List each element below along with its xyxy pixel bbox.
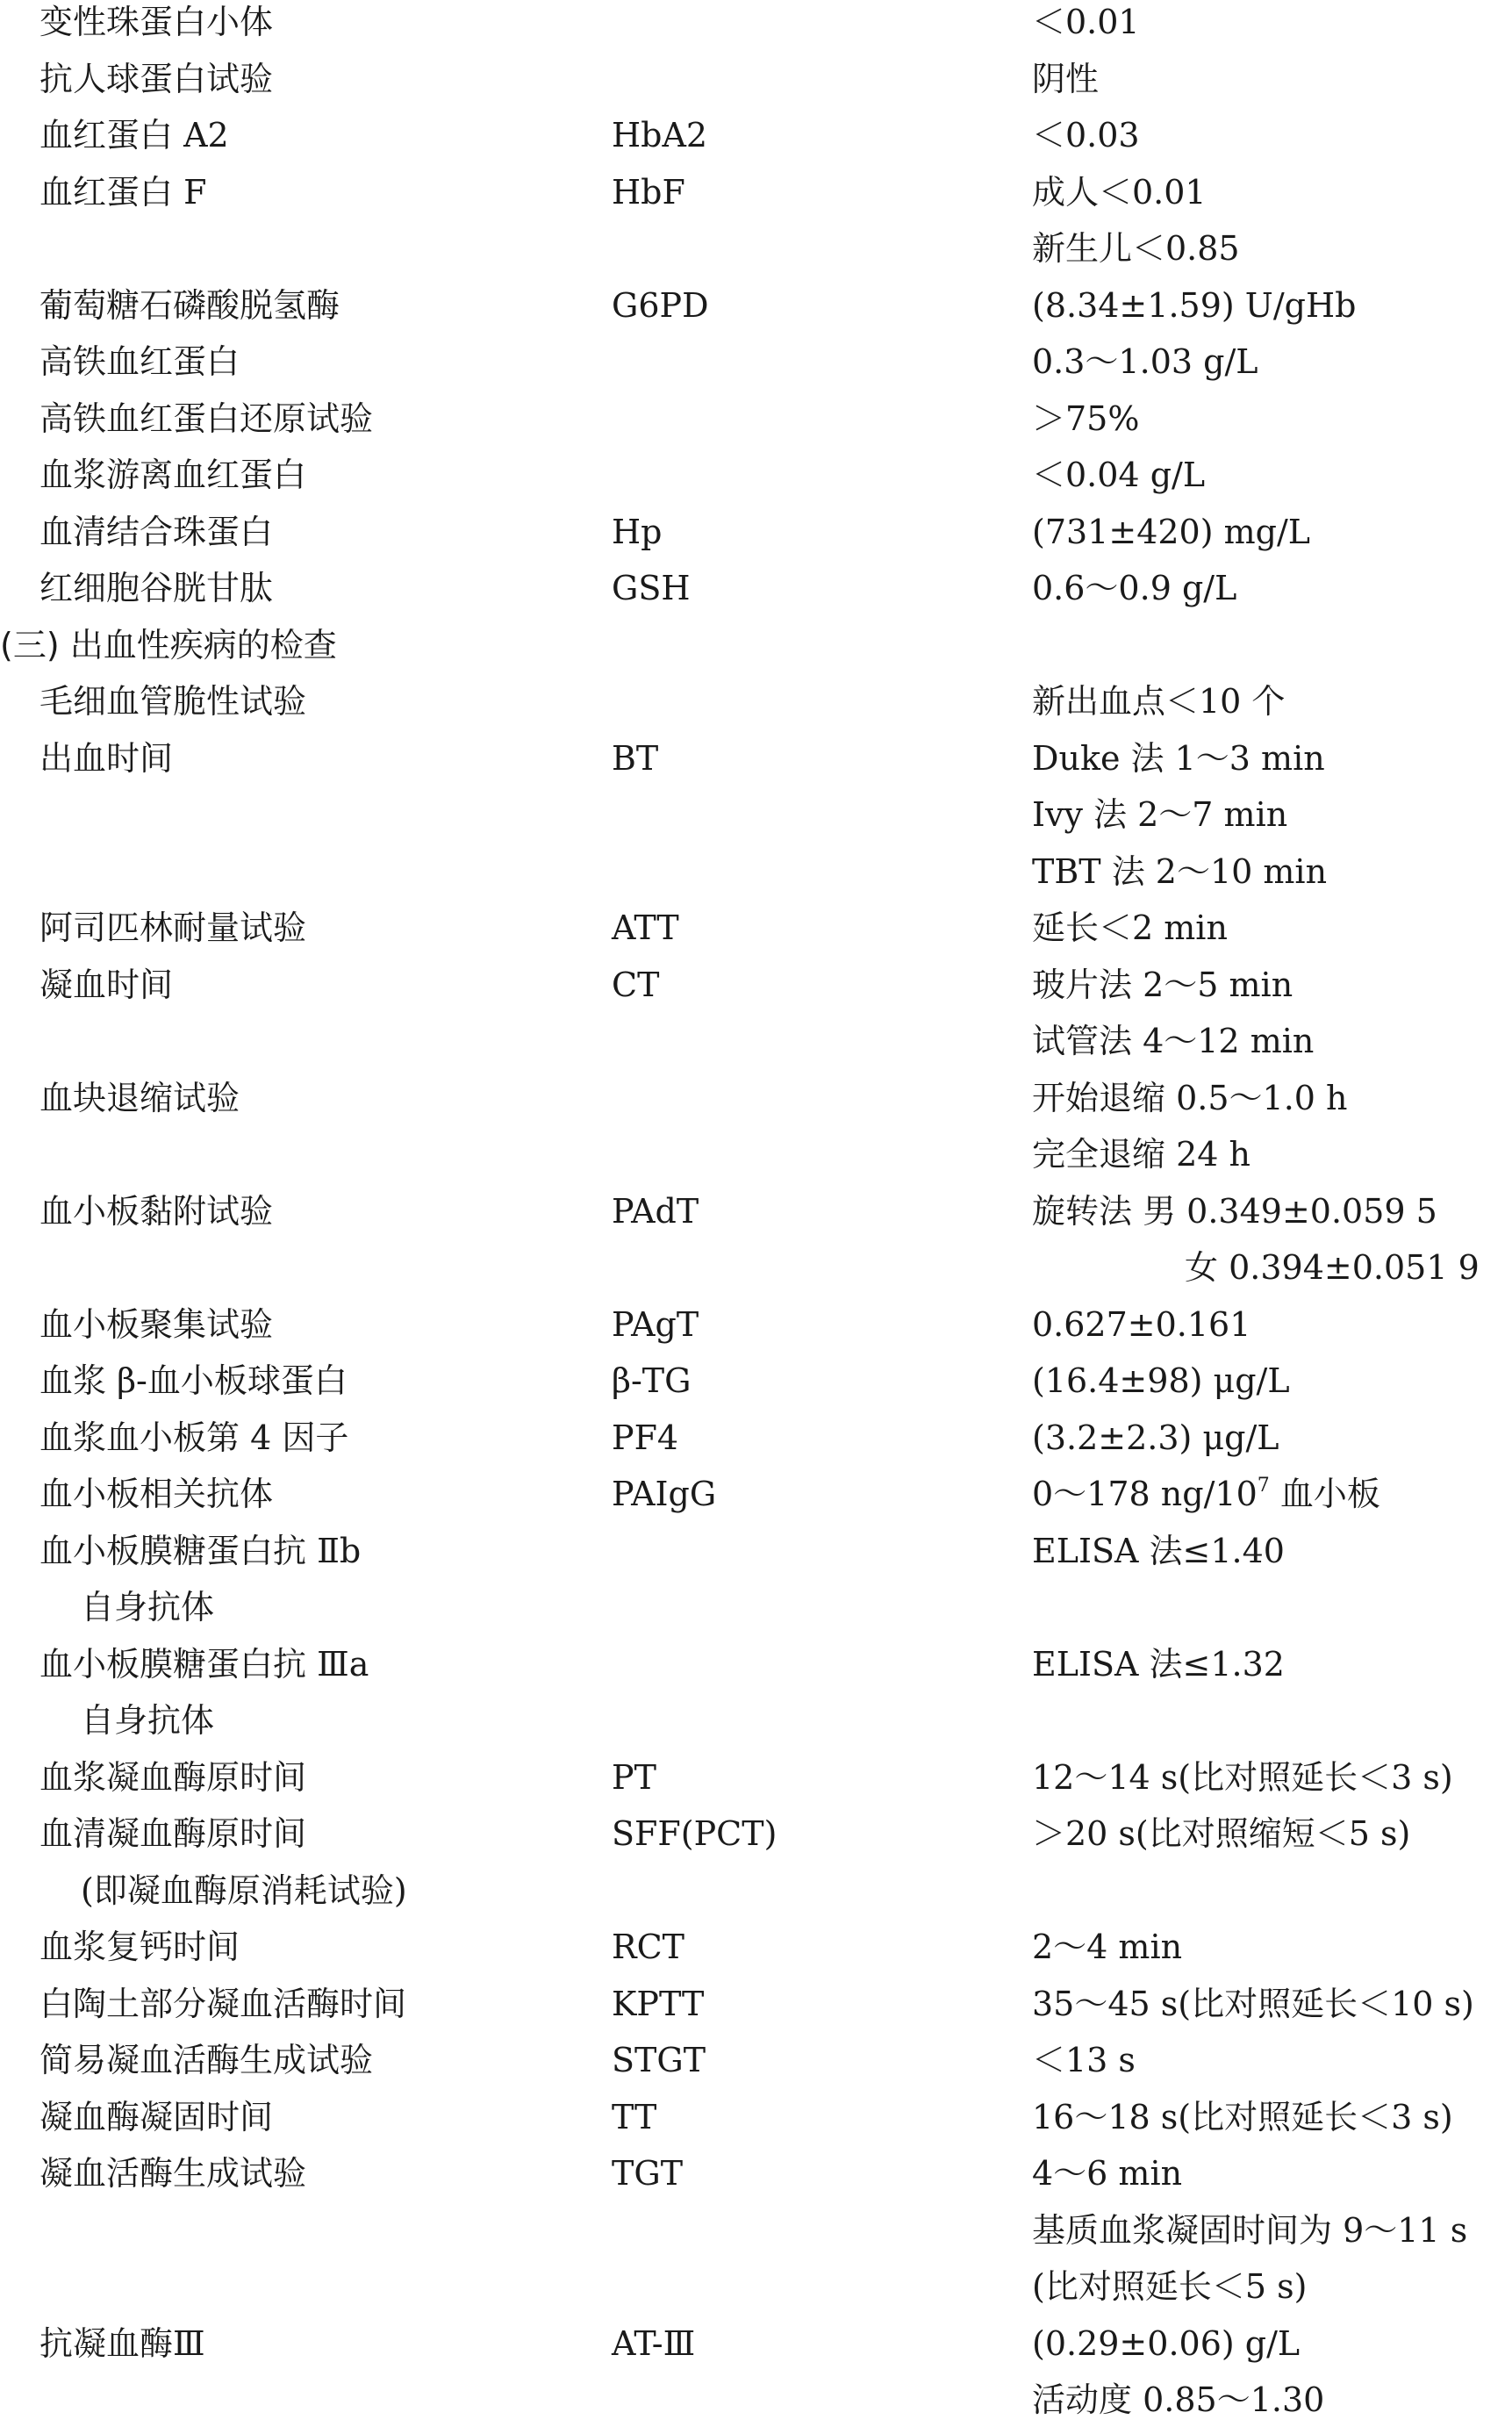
reference-value: ＜0.03 [1032, 116, 1140, 154]
test-name: 血小板膜糖蛋白抗 Ⅲa [39, 1644, 369, 1684]
table-row [0, 963, 1512, 1019]
test-abbreviation: PAgT [612, 1304, 699, 1344]
table-row [0, 736, 1512, 793]
reference-value: Ivy 法 2～7 min [1032, 795, 1288, 834]
reference-value: 玻片法 2～5 min [1032, 965, 1293, 1004]
test-abbreviation: β-TG [612, 1361, 692, 1400]
table-row [0, 2265, 1512, 2321]
reference-value: 成人＜0.01 [1032, 172, 1207, 212]
reference-value: (0.29±0.06) g/L [1032, 2323, 1301, 2363]
test-name: 血小板聚集试验 [39, 1304, 274, 1344]
reference-value: 基质血浆凝固时间为 9～11 s [1032, 2210, 1468, 2250]
table-row [0, 1303, 1512, 1359]
test-abbreviation: CT [612, 965, 660, 1004]
reference-value: (731±420) mg/L [1032, 512, 1311, 551]
table-row [0, 1189, 1512, 1246]
table-row [0, 2151, 1512, 2208]
table-row [0, 2038, 1512, 2094]
test-name: 白陶土部分凝血活酶时间 [39, 1984, 407, 2023]
test-abbreviation: RCT [612, 1928, 685, 1966]
table-row [0, 1869, 1512, 1925]
test-name: 血浆凝血酶原时间 [39, 1757, 307, 1797]
reference-value: 完全退缩 24 h [1032, 1135, 1250, 1174]
table-row [0, 453, 1512, 509]
test-name: 血块退缩试验 [39, 1078, 240, 1117]
table-row [0, 2378, 1512, 2434]
table-row [0, 1416, 1512, 1472]
reference-value-unit: 血小板 [1269, 1475, 1380, 1513]
test-name: 自身抗体 [81, 1588, 215, 1626]
test-name: 血小板相关抗体 [39, 1475, 274, 1513]
test-name: 凝血活酶生成试验 [39, 2154, 307, 2193]
test-abbreviation: G6PD [612, 285, 709, 325]
test-abbreviation: GSH [612, 569, 691, 607]
table-row [0, 1755, 1512, 1812]
test-name: 阿司匹林耐量试验 [39, 908, 307, 947]
test-abbreviation: Hp [612, 512, 663, 551]
table-row [0, 1642, 1512, 1698]
table-row [0, 2208, 1512, 2265]
table-row [0, 1472, 1512, 1528]
reference-value: 延长＜2 min [1032, 908, 1228, 947]
test-abbreviation: TT [612, 2097, 657, 2136]
test-name: 抗人球蛋白试验 [39, 59, 274, 98]
test-name: 抗凝血酶Ⅲ [39, 2323, 205, 2363]
test-name: 简易凝血活酶生成试验 [39, 2041, 374, 2079]
test-name: 出血时间 [39, 738, 174, 778]
table-row [0, 170, 1512, 226]
table-row [0, 566, 1512, 622]
test-name: 红细胞谷胱甘肽 [39, 569, 274, 607]
reference-value: ＜0.04 g/L [1032, 456, 1206, 494]
reference-value: TBT 法 2～10 min [1032, 851, 1328, 891]
table-row [0, 2322, 1512, 2378]
test-name: 血浆血小板第 4 因子 [39, 1418, 349, 1457]
test-name: 血清结合珠蛋白 [39, 512, 274, 551]
test-abbreviation: SFF(PCT) [612, 1814, 777, 1853]
test-abbreviation: PAIgG [612, 1475, 717, 1513]
table-row [0, 57, 1512, 113]
test-name: 自身抗体 [81, 1701, 215, 1740]
test-abbreviation: TGT [612, 2154, 684, 2193]
test-name: 凝血酶凝固时间 [39, 2097, 274, 2136]
test-abbreviation: KPTT [612, 1984, 705, 2023]
test-name: 高铁血红蛋白还原试验 [39, 398, 374, 438]
table-row [0, 113, 1512, 169]
test-abbreviation: PT [612, 1757, 656, 1797]
reference-value: 0.6～0.9 g/L [1032, 569, 1237, 607]
reference-value: (16.4±98) μg/L [1032, 1361, 1290, 1400]
test-name: 毛细血管脆性试验 [39, 682, 307, 721]
test-name: 血小板膜糖蛋白抗 Ⅱb [39, 1531, 362, 1570]
test-abbreviation: AT-Ⅲ [612, 2323, 696, 2363]
reference-value: (比对照延长＜5 s) [1032, 2267, 1308, 2306]
reference-value: ELISA 法≤1.40 [1032, 1531, 1285, 1570]
reference-value-text: 0～178 ng/10 [1032, 1475, 1258, 1513]
reference-value: 旋转法 男 0.349±0.059 5 [1032, 1191, 1437, 1231]
table-row [0, 1585, 1512, 1641]
reference-value: 试管法 4～12 min [1032, 1022, 1315, 1060]
reference-value: 0.627±0.161 [1032, 1304, 1251, 1344]
reference-value: 新生儿＜0.85 [1032, 229, 1240, 268]
reference-value: ＞20 s(比对照缩短＜5 s) [1032, 1814, 1411, 1853]
reference-value: ＞75% [1032, 398, 1140, 438]
reference-value: (3.2±2.3) μg/L [1032, 1418, 1279, 1457]
table-row [0, 793, 1512, 849]
reference-value: 16～18 s(比对照延长＜3 s) [1032, 2097, 1453, 2136]
table-row [0, 340, 1512, 396]
reference-value: ELISA 法≤1.32 [1032, 1644, 1285, 1684]
test-name: 高铁血红蛋白 [39, 342, 240, 381]
reference-value: ＜13 s [1032, 2041, 1136, 2079]
reference-value: 4～6 min [1032, 2154, 1183, 2193]
test-name: 血小板黏附试验 [39, 1191, 274, 1231]
test-name: 血红蛋白 F [39, 172, 207, 212]
test-abbreviation: PAdT [612, 1191, 699, 1231]
reference-value: 活动度 0.85～1.30 [1032, 2380, 1325, 2419]
test-name: 葡萄糖石磷酸脱氢酶 [39, 285, 340, 325]
table-row [0, 0, 1512, 56]
table-row [0, 1812, 1512, 1868]
test-name: 血浆 β-血小板球蛋白 [39, 1361, 348, 1400]
test-name: (即凝血酶原消耗试验) [81, 1870, 407, 1910]
table-row [0, 1529, 1512, 1585]
table-row [0, 850, 1512, 906]
reference-value: 0.3～1.03 g/L [1032, 342, 1258, 381]
reference-value: 35～45 s(比对照延长＜10 s) [1032, 1984, 1474, 2023]
test-abbreviation: STGT [612, 2041, 706, 2079]
test-abbreviation: HbF [612, 172, 685, 212]
reference-value: 2～4 min [1032, 1928, 1183, 1966]
table-row [0, 1246, 1512, 1302]
reference-value: (8.34±1.59) U/gHb [1032, 285, 1357, 325]
table-row [0, 1019, 1512, 1075]
test-name: 血红蛋白 A2 [39, 116, 229, 154]
test-abbreviation: ATT [612, 908, 679, 947]
table-row [0, 1076, 1512, 1132]
section-heading-row [0, 623, 1512, 679]
test-name: 血浆复钙时间 [39, 1928, 240, 1966]
reference-value: 12～14 s(比对照延长＜3 s) [1032, 1757, 1453, 1797]
reference-value [1032, 1472, 1380, 1516]
table-row [0, 510, 1512, 566]
section-heading: (三) 出血性疾病的检查 [0, 625, 337, 664]
test-name: 变性珠蛋白小体 [39, 3, 274, 41]
reference-value: 开始退缩 0.5～1.0 h [1032, 1078, 1348, 1117]
table-row [0, 397, 1512, 453]
reference-value: ＜0.01 [1032, 3, 1140, 41]
table-row [0, 1925, 1512, 1981]
reference-value: 新出血点＜10 个 [1032, 682, 1286, 721]
test-abbreviation: BT [612, 738, 659, 778]
test-name: 血浆游离血红蛋白 [39, 456, 307, 494]
reference-value: 阴性 [1032, 59, 1100, 98]
table-row [0, 679, 1512, 736]
reference-value: Duke 法 1～3 min [1032, 738, 1325, 778]
table-row [0, 2095, 1512, 2151]
test-name: 凝血时间 [39, 965, 174, 1004]
test-abbreviation: HbA2 [612, 116, 708, 154]
reference-value-exponent: 7 [1257, 1475, 1270, 1497]
table-row [0, 1132, 1512, 1188]
table-row [0, 1359, 1512, 1415]
test-abbreviation: PF4 [612, 1418, 679, 1457]
table-row [0, 1982, 1512, 2038]
table-row [0, 1698, 1512, 1755]
reference-value: 女 0.394±0.051 9 [1185, 1248, 1480, 1287]
test-name: 血清凝血酶原时间 [39, 1814, 307, 1853]
table-row [0, 226, 1512, 283]
table-row [0, 906, 1512, 962]
table-row [0, 284, 1512, 340]
